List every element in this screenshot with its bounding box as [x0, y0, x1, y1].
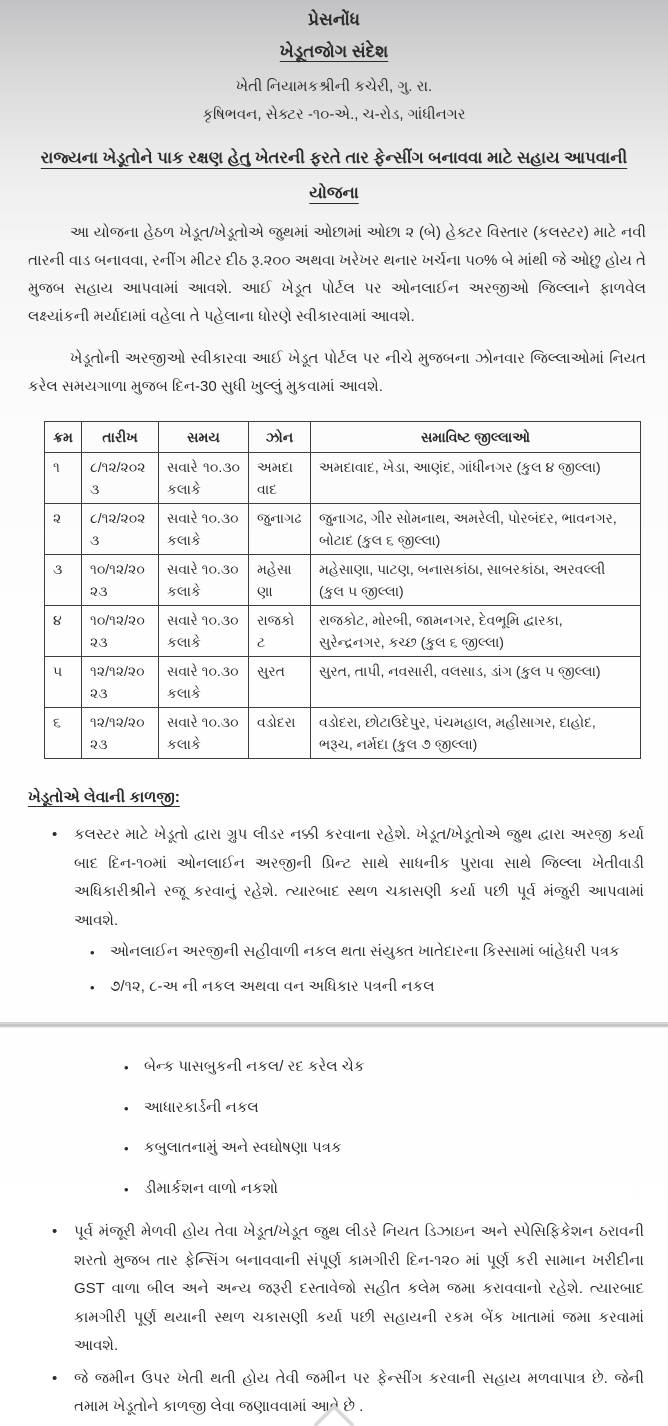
table-header-cell: ઝોન: [249, 422, 311, 453]
table-cell: સવારે ૧૦.૩૦ કલાકે: [159, 708, 249, 759]
table-row: [45, 555, 641, 606]
scheme-title: રાજ્યના ખેડૂતોને પાક રક્ષણ હેતુ ખેતરની ફરતે તાર ફેન્સીંગ બનાવવા માટે સહાય આપવાની યોજના: [40, 149, 628, 202]
bullet-icon: •: [124, 1100, 129, 1116]
table-row: [45, 657, 641, 708]
care-bullet-text: પૂર્વ મંજૂરી મેળવી હોય તેવા ખેડૂત/ખેડૂત જુથ લીડરે નિયત ડિઝાઇન અને સ્પેસિફિકેશન ઠરાવની શરતો મુજબ તાર ફેન્સિંગ બનાવવાની સંપૂર્ણ કામગીરી દિન-૧૨૦ માં પૂર્ણ કરી સામાન ખરીદીના GST વાળા બીલ અને અન્ય જરૂરી દસ્તાવેજો સહીત કલેમ જમા કરાવવાનો રહેશે. ત્યારબાદ કામગીરી પૂર્ણ થયાની સ્થળ ચકાસણી કર્યા પછી સહાયની રકમ બેંક ખાતામાં જમા કરવામાં આવશે.: [74, 1223, 644, 1354]
checklist-item-text: ઓનલાઈન અરજીની સહીવાળી નકલ થતા સંયુક્ત ખાતેદારના કિસ્સામાં બાંહેધરી પત્રક: [110, 943, 620, 960]
table-cell: જુનાગઢ: [249, 504, 311, 555]
care-bullet-item: [52, 821, 644, 935]
checklist-item: [124, 1054, 644, 1083]
bullet-icon: •: [124, 1141, 129, 1156]
table-cell: ૮/૧૨/૨૦૨૩: [82, 453, 159, 504]
checklist-item-text: બેન્ક પાસબુકની નકલ/ રદ કરેલ ચેક: [144, 1058, 365, 1075]
care-bullet-item: [52, 1218, 644, 1361]
table-row: [45, 504, 641, 555]
table-cell: ૪: [45, 606, 82, 657]
table-cell: ૫: [45, 657, 82, 708]
checklist-item: [90, 974, 644, 1003]
table-cell: ૨: [45, 504, 82, 555]
table-header-cell: સમય: [159, 422, 249, 453]
table-cell: ૬: [45, 708, 82, 759]
scheme-description-paragraph: આ યોજના હેઠળ ખેડૂત/ખેડૂતોએ જુથમાં ઓછામાં ઓછા ૨ (બે) હેક્ટર વિસ્તાર (કલસ્ટર) માટે નવી તારની વાડ બનાવવા, રનીંગ મીટર દીઠ રૂ.૨૦૦ અથવા ખરેખર થનાર ખર્ચના ૫૦% બે માંથી જે ઓછુ હોય તે મુજબ સહાય આપવામાં આવશે. આઈ ખેડૂત પોર્ટલ પર ઓનલાઈન અરજીઓ જિલ્લાને ફાળવેલ લક્ષ્યાંકની મર્યાદામાં વહેલા તે પહેલાના ધોરણે સ્વીકારવામાં આવશે.: [28, 224, 646, 325]
bullet-icon: •: [124, 1181, 129, 1197]
table-cell: સવારે ૧૦.૩૦ કલાકે: [159, 606, 249, 657]
table-cell: ૧૦/૧૨/૨૦૨૩: [82, 555, 159, 606]
table-cell: વડોદરા, છોટાઉદેપુર, પંચમહાલ, મહીસાગર, દાહોદ, ભરૂચ, નર્મદા (કુલ ૭ જીલ્લા): [311, 708, 641, 759]
table-row: [45, 606, 641, 657]
care-bullet-item: [52, 1365, 644, 1422]
table-cell: મહેસાણા, પાટણ, બનાસકાંઠા, સાબરકાંઠા, અરવલ્લી (કુલ ૫ જીલ્લા): [311, 555, 641, 606]
table-cell: વડોદરા: [249, 708, 311, 759]
care-bullet-text: જે જમીન ઉપર ખેતી થતી હોય તેવી જમીન પર ફેન્સીંગ કરવાની સહાય મળવાપાત્ર છે. જેની તમામ ખેડૂતોને કાળજી લેવા જણાવવામાં આવે છે .: [74, 1369, 644, 1415]
care-bullet-text: કલસ્ટર માટે ખેડૂતો દ્વારા ગ્રુપ લીડર નક્કી કરવાના રહેશે. ખેડૂત/ખેડૂતોએ જુથ દ્વારા અરજી કર્યા બાદ દિન-૧૦માં ઓનલાઈન અરજીની પ્રિન્ટ સાથે સાધનીક પુરાવા સાથે જિલ્લા ખેતીવાડી અધિકારીશ્રીને રજૂ કરવાનું રહેશે. ત્યારબાદ સ્થળ ચકાસણી કર્યા પછી પૂર્વ મંજુરી આપવામાં આવશે.: [74, 826, 644, 929]
care-section-heading: ખેડૂતોએ લેવાની કાળજી:: [28, 789, 180, 806]
table-row: [45, 453, 641, 504]
checklist-item: [124, 1135, 644, 1164]
application-window-paragraph: ખેડૂતોની અરજીઓ સ્વીકારવા આઈ ખેડૂત પોર્ટલ પર નીચે મુજબના ઝોનવાર જિલ્લાઓમાં નિયત કરેલ સમયગાળા મુજબ દિન-30 સુધી ખુલ્લું મુકવામાં આવશે.: [28, 350, 646, 395]
table-cell: સવારે ૧૦.૩૦ કલાકે: [159, 555, 249, 606]
bullet-icon: •: [124, 1060, 129, 1075]
checklist-item-text: ડીમાર્કશન વાળો નકશો: [144, 1179, 279, 1197]
page-break-seam: [0, 1022, 668, 1028]
table-header-cell: સમાવિષ્ટ જીલ્લાઓ: [311, 422, 641, 453]
care-bullet-list-top: [0, 821, 644, 935]
bullet-icon: •: [52, 1223, 58, 1240]
care-bullet-list-bottom: [0, 1218, 644, 1422]
table-cell: ૮/૧૨/૨૦૨૩: [82, 504, 159, 555]
table-cell: જુનાગઢ, ગીર સોમનાથ, અમરેલી, પોરબંદર, ભાવનગર, બોટાદ (કુલ ૬ જીલ્લા): [311, 504, 641, 555]
table-header-row: [45, 422, 641, 453]
table-cell: સવારે ૧૦.૩૦ કલાકે: [159, 453, 249, 504]
table-cell: ૧૨/૧૨/૨૦૨૩: [82, 657, 159, 708]
checklist-item: [124, 1176, 644, 1205]
table-row: [45, 708, 641, 759]
checklist-item: [124, 1095, 644, 1124]
table-cell: સુરત, તાપી, નવસારી, વલસાડ, ડાંગ (કુલ ૫ જીલ્લા): [311, 657, 641, 708]
document-checklist-page1: [0, 939, 644, 1002]
farmer-message-title: ખેડૂતજોગ સંદેશ: [279, 42, 389, 61]
table-cell: સવારે ૧૦.૩૦ કલાકે: [159, 657, 249, 708]
table-cell: ૧: [45, 453, 82, 504]
table-cell: ૧૨/૧૨/૨૦૨૩: [82, 708, 159, 759]
document-checklist-page2: [0, 1054, 644, 1204]
zone-schedule-table: [44, 421, 641, 759]
table-header-cell: ક્રમ: [45, 422, 82, 453]
table-header-cell: તારીખ: [82, 422, 159, 453]
table-cell: અમદાવાદ: [249, 453, 311, 504]
office-name-line: ખેતી નિયામકશ્રીની કચેરી, ગુ. રા.: [235, 78, 433, 95]
bullet-icon: •: [90, 979, 95, 995]
checklist-item: [90, 939, 644, 968]
table-cell: રાજકોટ, મોરબી, જામનગર, દેવભૂમિ દ્વારકા, સુરેન્દ્રનગર, કચ્છ (કુલ ૬ જીલ્લા): [311, 606, 641, 657]
office-address-line: કૃષિભવન, સેક્ટર -૧૦-એ., ચ-રોડ, ગાંધીનગર: [202, 106, 466, 123]
table-cell: રાજકોટ: [249, 606, 311, 657]
table-cell: સુરત: [249, 657, 311, 708]
bullet-icon: •: [52, 826, 58, 843]
table-body: [45, 453, 641, 759]
table-header-row: [45, 422, 641, 453]
checklist-item-text: ૭/૧૨, ૮-અ ની નકલ અથવા વન અધિકાર પત્રની નકલ: [110, 977, 435, 995]
press-note-label: પ્રેસનોંધ: [308, 10, 360, 29]
checklist-item-text: આધારકાર્ડની નકલ: [144, 1098, 259, 1116]
table-cell: ૧૦/૧૨/૨૦૨૩: [82, 606, 159, 657]
bullet-icon: •: [90, 945, 95, 960]
table-cell: સવારે ૧૦.૩૦ કલાકે: [159, 504, 249, 555]
table-cell: ૩: [45, 555, 82, 606]
bullet-icon: •: [52, 1369, 58, 1387]
checklist-item-text: કબુલાતનામું અને સ્વઘોષણા પત્રક: [144, 1139, 342, 1156]
table-cell: મહેસાણા: [249, 555, 311, 606]
table-cell: અમદાવાદ, ખેડા, આણંદ, ગાંધીનગર (કુલ ૪ જીલ્લા): [311, 453, 641, 504]
